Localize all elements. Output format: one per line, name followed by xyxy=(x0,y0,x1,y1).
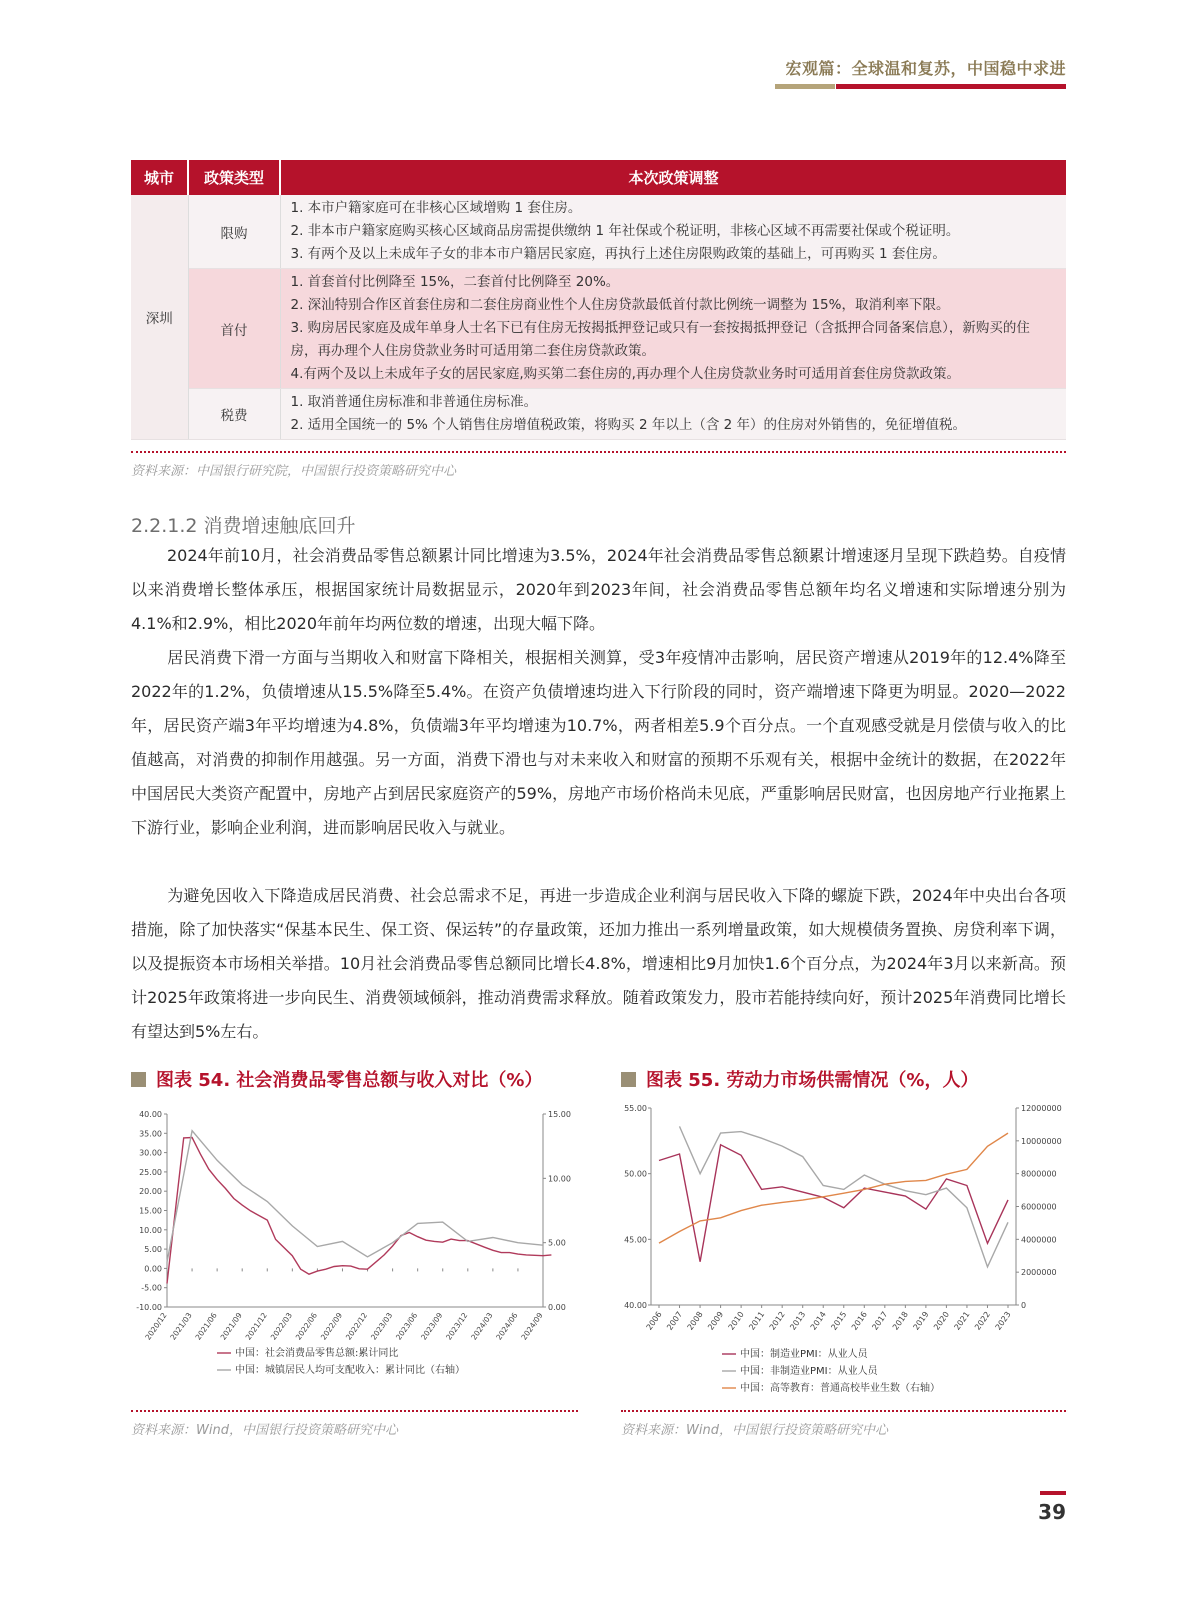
table-source-divider xyxy=(131,451,1066,453)
header-city: 城市 xyxy=(131,160,188,195)
paragraph-3: 为避免因收入下降造成居民消费、社会总需求不足，再进一步造成企业利润与居民收入下降的螺旋下跌，2024年中央出台各项措施，除了加快落实“保基本民生、保工资、保运转”的存量政策，还加力推出一系列增量政策，如大规模债务置换、房贷利率下调，以及提振资本市场相关举措。10月社会消费品零售总额同比增长4.8%，增速相比9月加快1.6个百分点，为2024年3月以来新高。预计2025年政策将进一步向民生、消费领域倾斜，推动消费需求释放。随着政策发力，股市若能持续向好，预计2025年消费同比增长有望达到5%左右。 xyxy=(131,886,1066,1041)
y-right-tick-label: 6000000 xyxy=(1021,1202,1057,1212)
table-row xyxy=(131,269,1066,389)
x-tick-label: 2007 xyxy=(665,1309,685,1332)
series-line-1 xyxy=(659,1145,1008,1262)
x-tick-label: 2021/09 xyxy=(218,1310,244,1342)
policy-line: 1. 首套首付比例降至 15%，二套首付比例降至 20%。 xyxy=(290,274,620,290)
header-policy-type: 政策类型 xyxy=(188,160,280,195)
policy-table xyxy=(131,160,1066,440)
series-line-2 xyxy=(680,1126,1009,1267)
x-tick-label: 2022 xyxy=(973,1309,993,1332)
x-tick-label: 2011 xyxy=(747,1309,767,1332)
x-tick-label: 2021/03 xyxy=(168,1310,194,1342)
y-left-tick-label: 30.00 xyxy=(139,1148,162,1158)
x-tick-label: 2023/12 xyxy=(444,1310,470,1342)
legend-label: 中国：社会消费品零售总额:累计同比 xyxy=(235,1348,399,1359)
paragraph-2: 居民消费下滑一方面与当期收入和财富下降相关，根据相关测算，受3年疫情冲击影响，居民资产增速从2019年的12.4%降至2022年的1.2%，负债增速从15.5%降至5.4%。在资产负债增速均进入下行阶段的同时，资产端增速下降更为明显。2020—2022年，居民资产端3年平均增速为4.8%，负债端3年平均增速为10.7%，两者相差5.9个百分点。一个直观感受就是月偿债与收入的比值越高，对消费的抑制作用越强。另一方面，消费下滑也与对未来收入和财富的预期不乐观有关，根据中金统计的数据，在2022年中国居民大类资产配置中，房地产占到居民家庭资产的59%，房地产市场价格尚未见底，严重影响居民财富，也因房地产行业拖累上下游行业，影响企业利润，进而影响居民收入与就业。 xyxy=(131,648,1066,837)
x-tick-label: 2023 xyxy=(993,1309,1013,1332)
y-right-tick-label: 10000000 xyxy=(1021,1136,1062,1146)
policy-line: 4.有两个及以上未成年子女的居民家庭,购买第二套住房的,再办理个人住房贷款业务时可适用首套住房贷款政策。 xyxy=(290,366,960,382)
table-source: 资料来源：中国银行研究院，中国银行投资策略研究中心 xyxy=(131,464,457,479)
y-right-tick-label: 0.00 xyxy=(548,1303,566,1312)
x-tick-label: 2006 xyxy=(644,1309,664,1332)
policy-line: 3. 有两个及以上未成年子女的非本市户籍居民家庭，再执行上述住房限购政策的基础上，可再购买 1 套住房。 xyxy=(290,246,946,262)
policy-type-cell: 限购 xyxy=(188,195,280,269)
x-tick-label: 2018 xyxy=(890,1309,910,1332)
policy-detail-cell xyxy=(280,195,1066,269)
page-number: 39 xyxy=(1038,1500,1066,1524)
x-tick-label: 2016 xyxy=(849,1309,869,1332)
x-tick-label: 2014 xyxy=(808,1309,828,1332)
legend-label: 中国：制造业PMI：从业人员 xyxy=(740,1349,868,1360)
figure-54-source-divider xyxy=(131,1410,578,1412)
x-tick-label: 2020/12 xyxy=(143,1310,169,1342)
legend-label: 中国：高等教育：普通高校毕业生数（右轴） xyxy=(740,1383,940,1394)
y-right-tick-label: 5.00 xyxy=(548,1238,566,1248)
header-divider-gold xyxy=(775,84,835,89)
policy-line: 3. 购房居民家庭及成年单身人士名下已有住房无按揭抵押登记或只有一套按揭抵押登记（含抵押合同备案信息），新购买的住房，再办理个人住房贷款业务时可适用第二套住房贷款政策。 xyxy=(290,320,1030,359)
x-tick-label: 2021/06 xyxy=(193,1310,219,1342)
y-left-tick-label: 25.00 xyxy=(139,1167,162,1177)
y-left-tick-label: 50.00 xyxy=(624,1169,647,1179)
y-left-tick-label: 0.00 xyxy=(144,1264,162,1274)
header-policy-adjustment: 本次政策调整 xyxy=(280,160,1066,195)
policy-table-header xyxy=(131,160,1066,195)
series-line-2 xyxy=(167,1131,543,1262)
paragraph-1: 2024年前10月，社会消费品零售总额累计同比增速为3.5%，2024年社会消费品零售总额累计增速逐月呈现下跌趋势。自疫情以来消费增长整体承压，根据国家统计局数据显示，2020年到2023年间，社会消费品零售总额年均名义增速和实际增速分别为4.1%和2.9%，相比2020年前年均两位数的增速，出现大幅下降。 xyxy=(131,546,1066,633)
x-tick-label: 2008 xyxy=(685,1309,705,1332)
x-tick-label: 2017 xyxy=(870,1309,890,1332)
figure-55-chart xyxy=(621,1100,1071,1400)
city-cell: 深圳 xyxy=(131,195,188,440)
y-right-tick-label: 8000000 xyxy=(1021,1169,1057,1179)
y-left-tick-label: 10.00 xyxy=(139,1225,162,1235)
section-heading: 2.2.1.2 消费增速触底回升 xyxy=(131,515,356,537)
policy-type-cell: 税费 xyxy=(188,389,280,440)
y-right-tick-label: 12000000 xyxy=(1021,1104,1062,1113)
legend-label: 中国：城镇居民人均可支配收入：累计同比（右轴） xyxy=(235,1365,465,1376)
policy-line: 2. 适用全国统一的 5% 个人销售住房增值税政策，将购买 2 年以上（含 2 年）的住房对外销售的，免征增值税。 xyxy=(290,417,967,433)
report-section-title: 宏观篇：全球温和复苏，中国稳中求进 xyxy=(785,59,1066,78)
x-tick-label: 2013 xyxy=(788,1309,808,1332)
header-divider-red xyxy=(836,84,1066,89)
x-tick-label: 2022/09 xyxy=(318,1310,345,1342)
x-tick-label: 2023/03 xyxy=(368,1310,395,1342)
y-left-tick-label: -10.00 xyxy=(136,1303,162,1312)
figure-54-chart xyxy=(131,1100,581,1400)
y-left-tick-label: 40.00 xyxy=(624,1301,647,1310)
y-left-tick-label: 45.00 xyxy=(624,1235,647,1245)
x-tick-label: 2023/06 xyxy=(394,1310,420,1342)
y-right-tick-label: 15.00 xyxy=(548,1110,571,1119)
x-tick-label: 2021 xyxy=(952,1309,972,1332)
policy-detail-cell xyxy=(280,269,1066,389)
x-tick-label: 2009 xyxy=(706,1309,726,1332)
y-left-tick-label: 40.00 xyxy=(139,1110,162,1119)
x-tick-label: 2023/09 xyxy=(419,1310,445,1342)
policy-line: 2. 非本市户籍家庭购买核心区域商品房需提供缴纳 1 年社保或个税证明，非核心区域不再需要社保或个税证明。 xyxy=(290,223,960,239)
y-left-tick-label: 5.00 xyxy=(144,1245,162,1255)
x-tick-label: 2019 xyxy=(911,1309,931,1332)
figure-55-source-divider xyxy=(621,1410,1066,1412)
table-row xyxy=(131,195,1066,269)
x-tick-label: 2022/12 xyxy=(343,1310,370,1342)
policy-detail-cell xyxy=(280,389,1066,440)
x-tick-label: 2015 xyxy=(829,1309,849,1332)
y-left-tick-label: -5.00 xyxy=(141,1283,162,1293)
x-tick-label: 2024/06 xyxy=(494,1310,520,1342)
policy-line: 1. 本市户籍家庭可在非核心区域增购 1 套住房。 xyxy=(290,200,582,216)
x-tick-label: 2024/09 xyxy=(519,1310,545,1342)
y-right-tick-label: 10.00 xyxy=(548,1174,571,1184)
x-tick-label: 2020 xyxy=(932,1309,952,1332)
x-tick-label: 2022/06 xyxy=(293,1310,320,1342)
figure-54-title: 图表 54. 社会消费品零售总额与收入对比（%） xyxy=(131,1066,542,1092)
x-tick-label: 2010 xyxy=(726,1309,746,1332)
x-tick-label: 2024/03 xyxy=(469,1310,495,1342)
x-tick-label: 2012 xyxy=(767,1309,787,1332)
series-line-1 xyxy=(167,1138,551,1284)
y-left-tick-label: 20.00 xyxy=(139,1187,162,1197)
policy-type-cell: 首付 xyxy=(188,269,280,389)
table-row xyxy=(131,389,1066,440)
y-right-tick-label: 4000000 xyxy=(1021,1235,1057,1245)
page-number-bar xyxy=(1040,1491,1066,1495)
y-left-tick-label: 15.00 xyxy=(139,1206,162,1216)
figure-55-source: 资料来源：Wind，中国银行投资策略研究中心 xyxy=(621,1423,888,1438)
x-tick-label: 2022/03 xyxy=(268,1310,294,1342)
y-right-tick-label: 0 xyxy=(1021,1301,1027,1310)
figure-55-title: 图表 55. 劳动力市场供需情况（%，人） xyxy=(621,1066,978,1092)
policy-line: 2. 深汕特别合作区首套住房和二套住房商业性个人住房贷款最低首付款比例统一调整为 15%，取消利率下限。 xyxy=(290,297,950,313)
y-left-tick-label: 55.00 xyxy=(624,1104,647,1113)
x-tick-label: 2021/12 xyxy=(243,1310,269,1342)
figure-54-source: 资料来源：Wind，中国银行投资策略研究中心 xyxy=(131,1423,398,1438)
figure-marker-icon xyxy=(131,1072,146,1087)
y-right-tick-label: 2000000 xyxy=(1021,1268,1057,1278)
y-left-tick-label: 35.00 xyxy=(139,1129,162,1139)
policy-line: 1. 取消普通住房标准和非普通住房标准。 xyxy=(290,394,538,410)
figure-marker-icon xyxy=(621,1072,636,1087)
legend-label: 中国：非制造业PMI：从业人员 xyxy=(740,1366,878,1377)
